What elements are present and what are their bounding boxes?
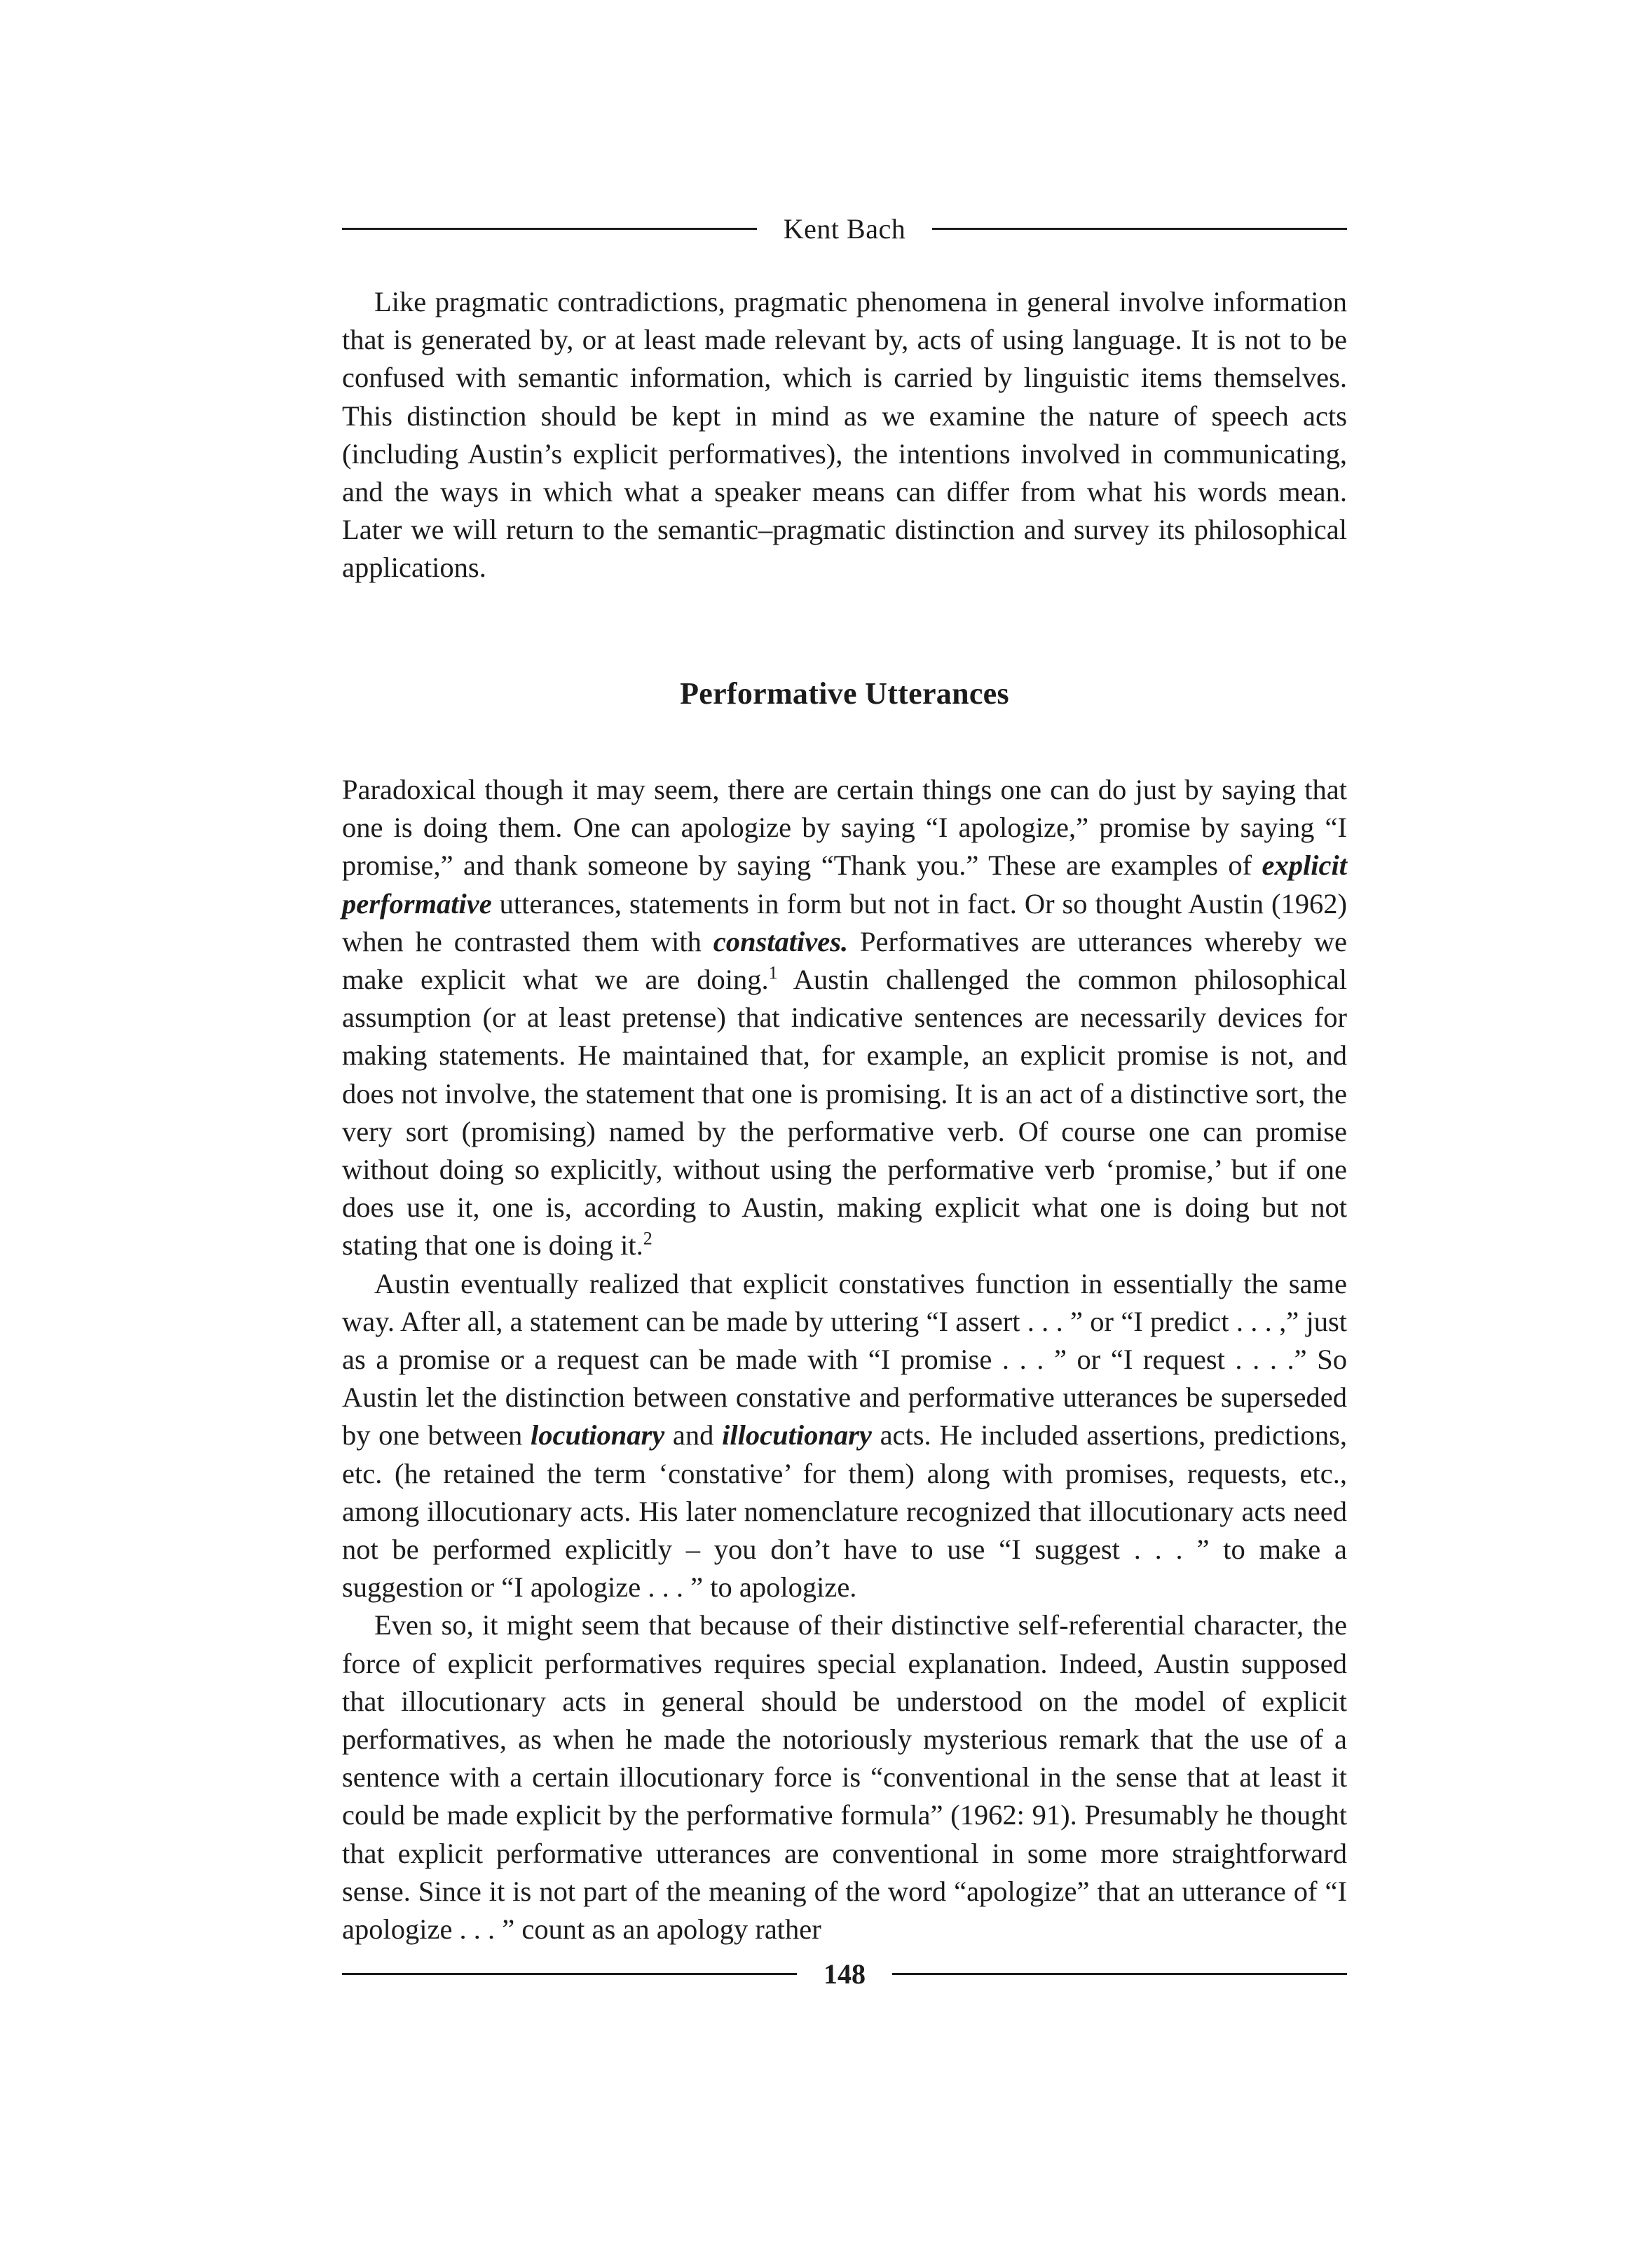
footnote-ref-2[interactable]: 2 [643, 1228, 652, 1249]
book-page [342, 0, 1347, 2268]
paragraph-1-text-a: Paradoxical though it may seem, there are certain things one can do just by saying that one is doing them. One can apologize by saying “I apologize,” promise by saying “I promise,” and thank someone by saying “Thank you.” These are examples of [342, 774, 1347, 882]
page-number: 148 [824, 1958, 866, 1990]
paragraph-2-text-a: Austin eventually realized that explicit constatives function in essentially the same way. After all, a statement can be made by uttering “I assert . . . ” or “I predict . . . ,” just as a promise or a request can be made with “I promise . . . ” or “I request . . . .” So Austin let the distinction between constative and performative utterances be superseded by one between [342, 1267, 1347, 1451]
paragraph-3: Even so, it might seem that because of their distinctive self-referential character, the force of explicit performatives requires special explanation. Indeed, Austin supposed that illocutionary acts in general should be understood on the model of explicit performatives, as when he made the notoriously mysterious remark that the use of a sentence with a certain illocutionary force is “conventional in the sense that at least it could be made explicit by the performative formula” (1962: 91). Presumably he thought that explicit performative utterances are conventional in some more straightforward sense. Since it is not part of the meaning of the word “apologize” that an utterance of “I apologize . . . ” count as an apology rather [342, 1609, 1347, 1946]
section-heading: Performative Utterances [680, 676, 1009, 711]
intro-text-block [342, 283, 1347, 587]
footer-rule-left [342, 1973, 797, 1975]
paragraph-2-text-b: and [664, 1419, 723, 1451]
intro-paragraph: Like pragmatic contradictions, pragmatic phenomena in general involve information that is generated by, or at least made relevant by, acts of using language. It is not to be confused with semantic information, which is carried by linguistic items themselves. This distinction should be kept in mind as we examine the nature of speech acts (including Austin’s explicit performatives), the intentions involved in communicating, and the ways in which what a speaker means can differ from what his words mean. Later we will return to the semantic–pragmatic distinction and survey its philosophical applications. [342, 286, 1347, 584]
main-text-block [342, 771, 1347, 1948]
paragraph-2-text-c: acts. He included assertions, predictions, etc. (he retained the term ‘constative’ for them) along with promises, requests, etc., among illocutionary acts. His later nomenclature recognized that illocutionary acts need not be performed explicitly – you don’t have to use “I suggest . . . ” to make a suggestion or “I apologize . . . ” to apologize. [342, 1419, 1348, 1604]
page-footer [342, 1953, 1347, 1995]
paragraph-1-text-d: Austin challenged the common philosophical assumption (or at least pretense) that indicative sentences are necessarily devices for making statements. He maintained that, for example, an explicit promise is not, and does not involve, the statement that one is promising. It is an act of a distinctive sort, the very sort (promising) named by the performative verb. Of course one can promise without doing so explicitly, without using the performative verb ‘promise,’ but if one does use it, one is, according to Austin, making explicit what one is doing but not stating that one is doing it. [342, 964, 1347, 1262]
footnote-ref-1[interactable]: 1 [768, 962, 778, 983]
paragraph-1-text-c: Performatives are utterances whereby we make explicit what we are doing. [342, 925, 1347, 996]
footer-rule-right [892, 1973, 1347, 1975]
header-rule-right [932, 228, 1347, 230]
running-head-author: Kent Bach [783, 212, 906, 245]
term-illocutionary: illocutionary [722, 1419, 872, 1451]
paragraph-1-text-b: utterances, statements in form but not in fact. Or so thought Austin (1962) when he contrasted them with [342, 887, 1347, 957]
term-explicit-performative: explicit performative [342, 849, 1347, 920]
running-header [342, 207, 1347, 250]
term-constatives: constatives. [713, 925, 849, 957]
term-locutionary: locutionary [530, 1419, 665, 1451]
header-rule-left [342, 228, 757, 230]
paragraph-2 [342, 1265, 1347, 1607]
paragraph-1 [342, 771, 1347, 1265]
